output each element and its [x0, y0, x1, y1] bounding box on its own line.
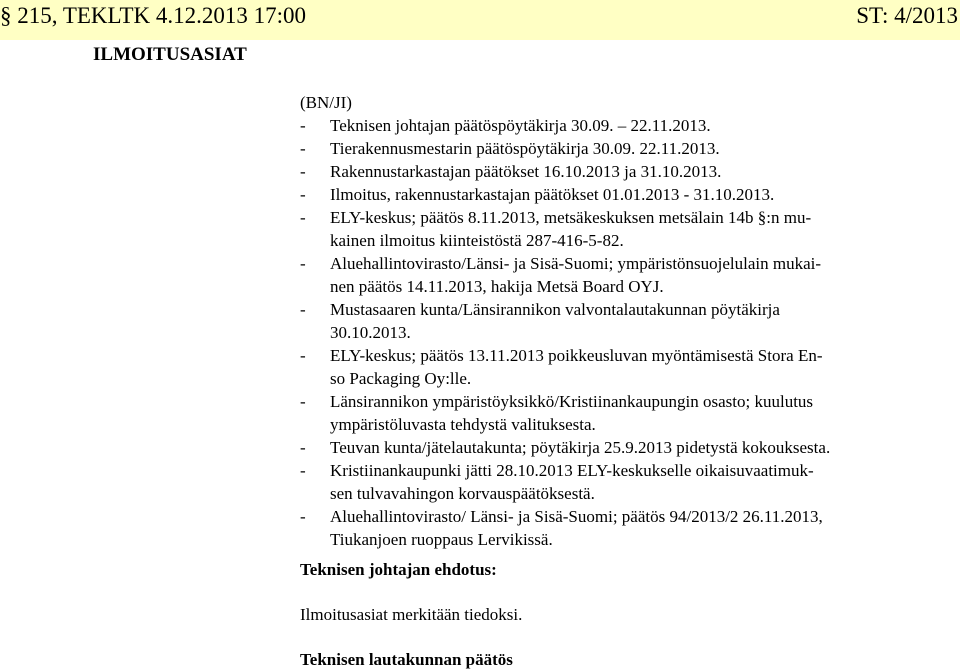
proposal-heading: Teknisen johtajan ehdotus: [300, 560, 497, 579]
header-bar [0, 0, 960, 40]
proposal-text: Ilmoitusasiat merkitään tiedoksi. [300, 605, 523, 624]
section-title: ILMOITUSASIAT [93, 44, 247, 65]
section-reference: § 215, TEKLTK 4.12.2013 17:00 [0, 3, 307, 28]
author-code: (BN/JI) [300, 93, 352, 112]
page-number: ST: 4/2013 [856, 3, 958, 28]
decision-heading: Teknisen lautakunnan päätös [300, 650, 513, 669]
